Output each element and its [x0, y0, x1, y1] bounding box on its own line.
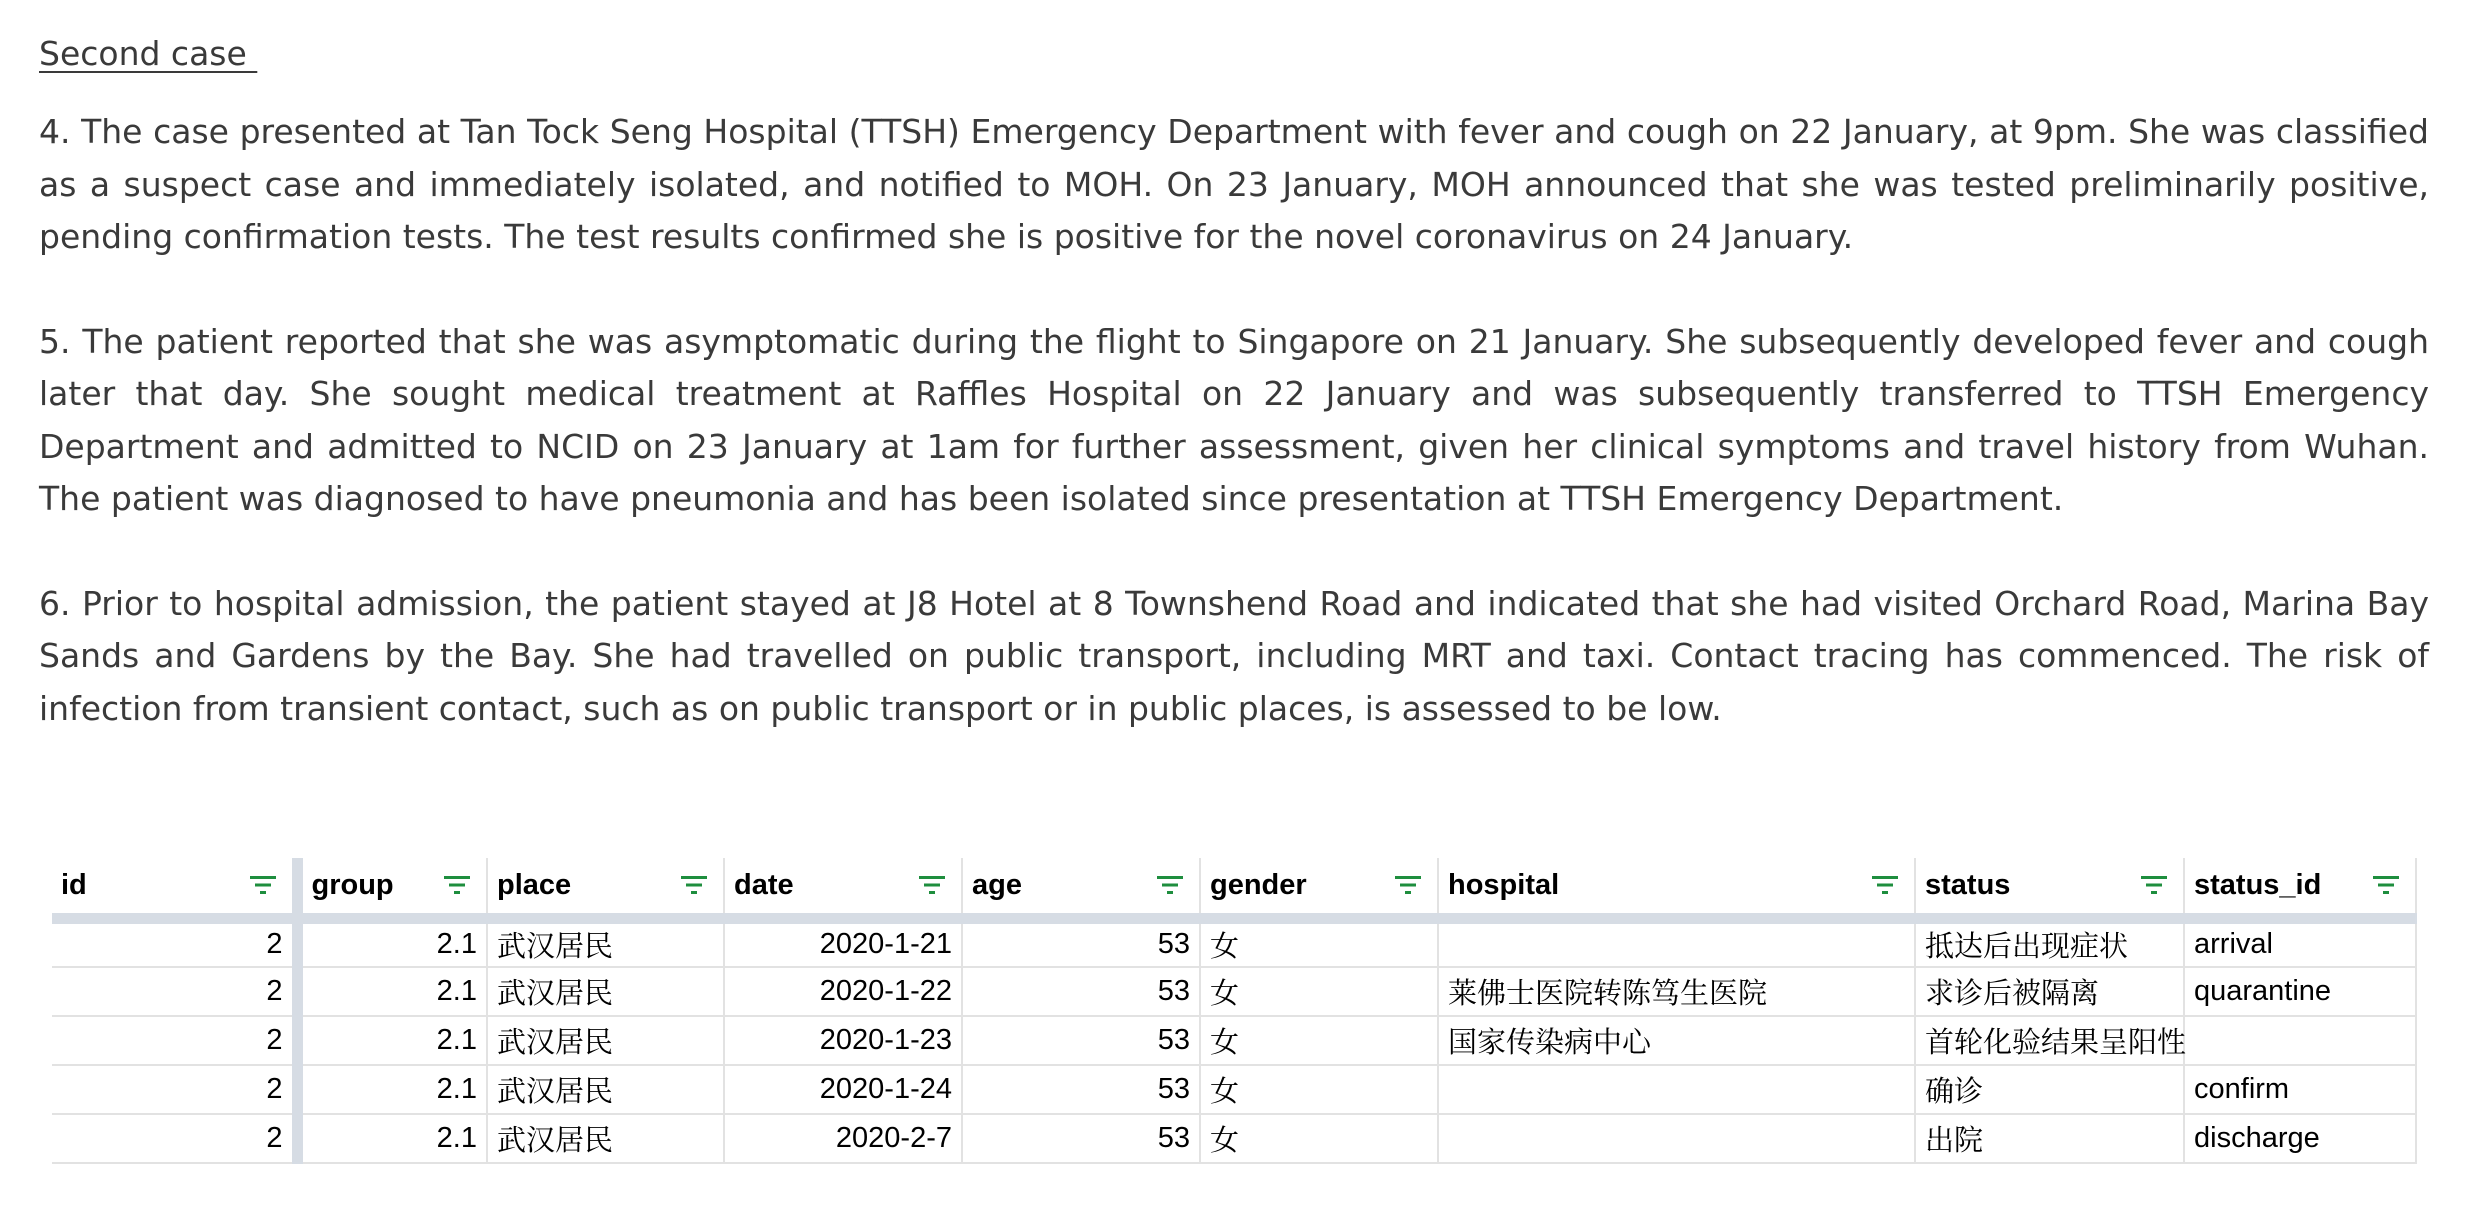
filter-icon[interactable]: [917, 874, 947, 896]
cell-place[interactable]: 武汉居民: [487, 1065, 724, 1114]
cell-gender[interactable]: 女: [1200, 1065, 1438, 1114]
cell-id[interactable]: 2: [52, 1016, 297, 1065]
cell-place[interactable]: 武汉居民: [487, 1016, 724, 1065]
column-header-label: date: [734, 868, 794, 901]
cell-status[interactable]: 求诊后被隔离: [1915, 967, 2184, 1016]
cell-status-id[interactable]: arrival: [2184, 918, 2416, 967]
filter-icon[interactable]: [2371, 874, 2401, 896]
column-header-label: group: [311, 868, 394, 901]
cell-place[interactable]: 武汉居民: [487, 1114, 724, 1163]
cell-gender[interactable]: 女: [1200, 918, 1438, 967]
filter-icon[interactable]: [1870, 874, 1900, 896]
cell-status-id[interactable]: confirm: [2184, 1065, 2416, 1114]
cell-id[interactable]: 2: [52, 1065, 297, 1114]
cell-place[interactable]: 武汉居民: [487, 918, 724, 967]
paragraph-5: 5. The patient reported that she was asymptomatic during the flight to Singapore on 21 January. She subsequently developed fever and cough later that day. She sought medical treatment at Raffles Hospital on 22 January and was subsequently transferred to TTSH Emergency Department and admitted to NCID on 23 January at 1am for further assessment, given her clinical symptoms and travel history from Wuhan. The patient was diagnosed to have pneumonia and has been isolated since presentation at TTSH Emergency Department.: [39, 321, 2429, 518]
column-header-hospital[interactable]: [1438, 858, 1915, 918]
cell-hospital[interactable]: 国家传染病中心: [1438, 1016, 1915, 1065]
filter-icon[interactable]: [442, 874, 472, 896]
cell-group[interactable]: 2.1: [297, 918, 487, 967]
cell-group[interactable]: 2.1: [297, 1065, 487, 1114]
table-row: [52, 1016, 2416, 1065]
header-row: [52, 858, 2416, 918]
cell-id[interactable]: 2: [52, 967, 297, 1016]
cell-gender[interactable]: 女: [1200, 967, 1438, 1016]
cell-age[interactable]: 53: [962, 918, 1200, 967]
cell-date[interactable]: 2020-2-7: [724, 1114, 962, 1163]
column-header-date[interactable]: [724, 858, 962, 918]
column-header-label: gender: [1210, 868, 1307, 901]
filter-icon[interactable]: [679, 874, 709, 896]
cell-date[interactable]: 2020-1-22: [724, 967, 962, 1016]
cell-status-id[interactable]: discharge: [2184, 1114, 2416, 1163]
filter-icon[interactable]: [1393, 874, 1423, 896]
table-row: [52, 918, 2416, 967]
cell-status[interactable]: 首轮化验结果呈阳性: [1915, 1016, 2184, 1065]
column-header-label: age: [972, 868, 1022, 901]
paragraph-6: 6. Prior to hospital admission, the patient stayed at J8 Hotel at 8 Townshend Road and indicated that she had visited Orchard Road, Marina Bay Sands and Gardens by the Bay. She had travelled on public transport, including MRT and taxi. Contact tracing has commenced. The risk of infection from transient contact, such as on public transport or in public places, is assessed to be low.: [39, 583, 2429, 728]
table-row: [52, 967, 2416, 1016]
cell-id[interactable]: 2: [52, 1114, 297, 1163]
cell-status[interactable]: 抵达后出现症状: [1915, 918, 2184, 967]
cell-gender[interactable]: 女: [1200, 1016, 1438, 1065]
cell-status-id[interactable]: [2184, 1016, 2416, 1065]
cell-hospital[interactable]: [1438, 1065, 1915, 1114]
cell-age[interactable]: 53: [962, 1016, 1200, 1065]
paragraph-4: 4. The case presented at Tan Tock Seng Hospital (TTSH) Emergency Department with fever and cough on 22 January, at 9pm. She was classified as a suspect case and immediately isolated, and notified to MOH. On 23 January, MOH announced that she was tested preliminarily positive, pending confirmation tests. The test results confirmed she is positive for the novel coronavirus on 24 January.: [39, 112, 2429, 256]
spreadsheet-table: [52, 858, 2416, 1164]
cell-hospital[interactable]: [1438, 1114, 1915, 1163]
cell-age[interactable]: 53: [962, 1065, 1200, 1114]
column-header-group[interactable]: [297, 858, 487, 918]
column-header-age[interactable]: [962, 858, 1200, 918]
cell-group[interactable]: 2.1: [297, 1016, 487, 1065]
cell-group[interactable]: 2.1: [297, 1114, 487, 1163]
cell-date[interactable]: 2020-1-21: [724, 918, 962, 967]
table-row: [52, 1065, 2416, 1114]
table-row: [52, 1114, 2416, 1163]
cell-hospital[interactable]: 莱佛士医院转陈笃生医院: [1438, 967, 1915, 1016]
column-header-label: status: [1925, 868, 2011, 901]
filter-icon[interactable]: [1155, 874, 1185, 896]
column-header-gender[interactable]: [1200, 858, 1438, 918]
cell-status[interactable]: 确诊: [1915, 1065, 2184, 1114]
filter-icon[interactable]: [248, 874, 278, 896]
column-header-status[interactable]: [1915, 858, 2184, 918]
filter-icon[interactable]: [2139, 874, 2169, 896]
cell-status[interactable]: 出院: [1915, 1114, 2184, 1163]
cell-age[interactable]: 53: [962, 967, 1200, 1016]
cell-place[interactable]: 武汉居民: [487, 967, 724, 1016]
cell-id[interactable]: 2: [52, 918, 297, 967]
cell-gender[interactable]: 女: [1200, 1114, 1438, 1163]
cell-status-id[interactable]: quarantine: [2184, 967, 2416, 1016]
column-header-status-id[interactable]: [2184, 858, 2416, 918]
cell-age[interactable]: 53: [962, 1114, 1200, 1163]
column-header-label: place: [497, 868, 572, 901]
column-header-place[interactable]: [487, 858, 724, 918]
document-body: [39, 26, 2429, 787]
cell-date[interactable]: 2020-1-24: [724, 1065, 962, 1114]
section-heading: Second case: [39, 34, 258, 73]
cell-hospital[interactable]: [1438, 918, 1915, 967]
column-header-label: status_id: [2194, 868, 2322, 901]
column-header-label: id: [61, 868, 87, 901]
column-header-id[interactable]: [52, 858, 297, 918]
cell-group[interactable]: 2.1: [297, 967, 487, 1016]
column-header-label: hospital: [1448, 868, 1560, 901]
cell-date[interactable]: 2020-1-23: [724, 1016, 962, 1065]
